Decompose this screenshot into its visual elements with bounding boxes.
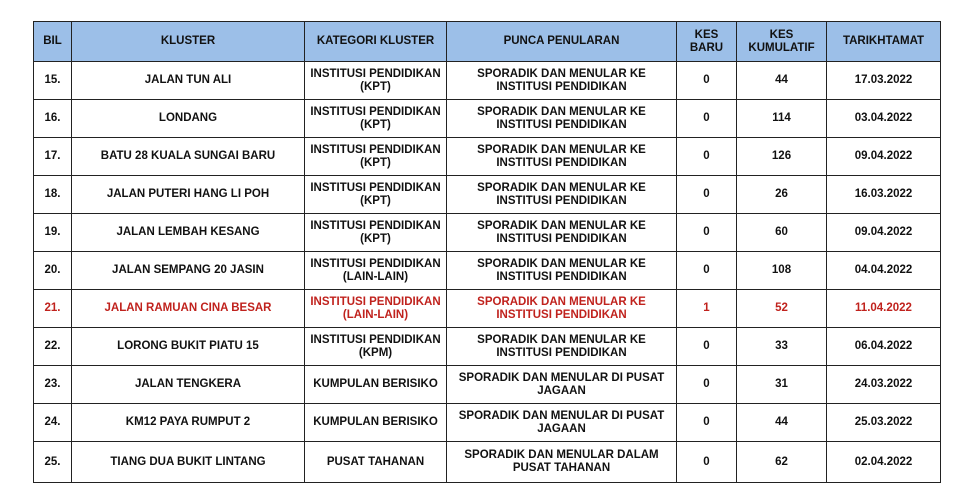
table-row bbox=[34, 404, 941, 442]
cell-kes-baru: 0 bbox=[677, 442, 737, 483]
cell-kategori-line: PUSAT TAHANAN bbox=[326, 455, 425, 468]
cell-tarikh-tamat: 04.04.2022 bbox=[827, 252, 941, 290]
cell-kes-baru: 0 bbox=[677, 404, 737, 442]
cell-punca-line: SPORADIK DAN MENULAR DI PUSAT bbox=[458, 371, 665, 384]
header-kes-kumulatif-line: KES bbox=[769, 28, 794, 41]
cell-punca bbox=[447, 366, 677, 404]
cell-kes-kumulatif: 44 bbox=[737, 404, 827, 442]
cell-bil: 24. bbox=[34, 404, 72, 442]
cell-bil: 23. bbox=[34, 366, 72, 404]
table-row bbox=[34, 328, 941, 366]
header-tarikh-tamat: TARIKHTAMAT bbox=[827, 22, 941, 62]
cell-kes-kumulatif: 33 bbox=[737, 328, 827, 366]
cell-kluster: BATU 28 KUALA SUNGAI BARU bbox=[72, 138, 305, 176]
cell-tarikh-tamat: 24.03.2022 bbox=[827, 366, 941, 404]
cell-punca-line: SPORADIK DAN MENULAR KE bbox=[477, 181, 646, 194]
cell-punca-line: INSTITUSI PENDIDIKAN bbox=[496, 118, 627, 131]
cell-punca-line: SPORADIK DAN MENULAR KE bbox=[477, 143, 646, 156]
table-body bbox=[34, 62, 941, 483]
cell-punca-line: INSTITUSI PENDIDIKAN bbox=[496, 346, 627, 359]
cell-punca bbox=[447, 62, 677, 100]
table-row bbox=[34, 176, 941, 214]
cell-kategori bbox=[305, 214, 447, 252]
cell-kluster: JALAN SEMPANG 20 JASIN bbox=[72, 252, 305, 290]
cell-kategori-line: INSTITUSI PENDIDIKAN bbox=[310, 143, 441, 156]
cell-tarikh-tamat: 09.04.2022 bbox=[827, 214, 941, 252]
table-row bbox=[34, 366, 941, 404]
cell-kluster: JALAN RAMUAN CINA BESAR bbox=[72, 290, 305, 328]
cell-kes-kumulatif: 62 bbox=[737, 442, 827, 483]
cell-punca-line: SPORADIK DAN MENULAR KE bbox=[477, 333, 646, 346]
cell-kategori-line: (KPT) bbox=[360, 80, 391, 93]
cell-kategori bbox=[305, 366, 447, 404]
cell-tarikh-tamat: 17.03.2022 bbox=[827, 62, 941, 100]
cell-punca-line: JAGAAN bbox=[537, 384, 586, 397]
cell-tarikh-tamat: 25.03.2022 bbox=[827, 404, 941, 442]
cell-kluster: LONDANG bbox=[72, 100, 305, 138]
cell-kes-kumulatif: 126 bbox=[737, 138, 827, 176]
cell-kes-kumulatif: 44 bbox=[737, 62, 827, 100]
cell-punca-line: SPORADIK DAN MENULAR KE bbox=[477, 295, 646, 308]
cell-bil: 21. bbox=[34, 290, 72, 328]
header-kes-baru-line: BARU bbox=[689, 41, 724, 54]
cell-bil: 17. bbox=[34, 138, 72, 176]
cell-tarikh-tamat: 03.04.2022 bbox=[827, 100, 941, 138]
cell-bil: 22. bbox=[34, 328, 72, 366]
cell-kes-baru: 0 bbox=[677, 62, 737, 100]
cell-kategori bbox=[305, 442, 447, 483]
cell-punca bbox=[447, 252, 677, 290]
cell-kes-kumulatif: 52 bbox=[737, 290, 827, 328]
cell-kluster: KM12 PAYA RUMPUT 2 bbox=[72, 404, 305, 442]
table-row bbox=[34, 100, 941, 138]
cell-punca-line: SPORADIK DAN MENULAR KE bbox=[477, 257, 646, 270]
cell-punca bbox=[447, 404, 677, 442]
cell-punca-line: JAGAAN bbox=[537, 422, 586, 435]
cell-punca-line: INSTITUSI PENDIDIKAN bbox=[496, 308, 627, 321]
cell-kluster: JALAN TUN ALI bbox=[72, 62, 305, 100]
cell-punca bbox=[447, 442, 677, 483]
cell-kes-baru: 1 bbox=[677, 290, 737, 328]
cell-kluster: JALAN TENGKERA bbox=[72, 366, 305, 404]
table-header bbox=[34, 22, 941, 62]
cell-punca-line: PUSAT TAHANAN bbox=[512, 462, 611, 474]
cell-bil: 18. bbox=[34, 176, 72, 214]
cell-kategori bbox=[305, 404, 447, 442]
table-row bbox=[34, 62, 941, 100]
cell-punca bbox=[447, 290, 677, 328]
cell-kes-kumulatif: 60 bbox=[737, 214, 827, 252]
cell-kategori bbox=[305, 176, 447, 214]
cell-punca-line: SPORADIK DAN MENULAR KE bbox=[477, 67, 646, 80]
cell-kes-baru: 0 bbox=[677, 176, 737, 214]
cell-kes-kumulatif: 114 bbox=[737, 100, 827, 138]
cell-kluster: TIANG DUA BUKIT LINTANG bbox=[72, 442, 305, 483]
cell-kluster: JALAN PUTERI HANG LI POH bbox=[72, 176, 305, 214]
cell-kategori-line: (KPT) bbox=[360, 232, 391, 245]
header-punca: PUNCA PENULARAN bbox=[447, 22, 677, 62]
header-kluster: KLUSTER bbox=[72, 22, 305, 62]
header-kes-kumulatif-line: KUMULATIF bbox=[748, 41, 815, 54]
cell-kategori-line: (LAIN-LAIN) bbox=[342, 270, 409, 283]
header-kes-baru-line: KES bbox=[694, 28, 719, 41]
cell-punca bbox=[447, 328, 677, 366]
cell-kategori bbox=[305, 328, 447, 366]
cell-kes-baru: 0 bbox=[677, 138, 737, 176]
cell-kategori bbox=[305, 62, 447, 100]
cell-kategori-line: (KPT) bbox=[360, 194, 391, 207]
header-bil: BIL bbox=[34, 22, 72, 62]
cell-bil: 16. bbox=[34, 100, 72, 138]
cell-kategori bbox=[305, 252, 447, 290]
cell-bil: 25. bbox=[34, 442, 72, 483]
cell-punca bbox=[447, 176, 677, 214]
cell-kategori-line: INSTITUSI PENDIDIKAN bbox=[310, 257, 441, 270]
cell-punca-line: SPORADIK DAN MENULAR DI PUSAT bbox=[458, 409, 665, 422]
cell-kategori-line: INSTITUSI PENDIDIKAN bbox=[310, 181, 441, 194]
cell-punca bbox=[447, 100, 677, 138]
cluster-table bbox=[33, 21, 941, 483]
cell-bil: 19. bbox=[34, 214, 72, 252]
cell-kategori-line: (KPM) bbox=[358, 346, 393, 359]
cell-kategori-line: KUMPULAN BERISIKO bbox=[313, 378, 438, 390]
table-row bbox=[34, 290, 941, 328]
cell-kes-kumulatif: 31 bbox=[737, 366, 827, 404]
cell-punca-line: INSTITUSI PENDIDIKAN bbox=[496, 156, 627, 169]
cell-kluster: JALAN LEMBAH KESANG bbox=[72, 214, 305, 252]
cell-kategori bbox=[305, 290, 447, 328]
cell-tarikh-tamat: 06.04.2022 bbox=[827, 328, 941, 366]
cell-punca-line: INSTITUSI PENDIDIKAN bbox=[496, 232, 627, 245]
cell-kes-baru: 0 bbox=[677, 252, 737, 290]
cell-punca bbox=[447, 138, 677, 176]
cell-bil: 20. bbox=[34, 252, 72, 290]
cell-kategori bbox=[305, 138, 447, 176]
cell-kategori-line: INSTITUSI PENDIDIKAN bbox=[310, 219, 441, 232]
table-row bbox=[34, 252, 941, 290]
cell-tarikh-tamat: 11.04.2022 bbox=[827, 290, 941, 328]
cell-punca-line: INSTITUSI PENDIDIKAN bbox=[496, 194, 627, 207]
cell-bil: 15. bbox=[34, 62, 72, 100]
table-row bbox=[34, 214, 941, 252]
cell-kategori-line: INSTITUSI PENDIDIKAN bbox=[310, 105, 441, 118]
cell-kategori bbox=[305, 100, 447, 138]
cell-kes-baru: 0 bbox=[677, 328, 737, 366]
cell-kategori-line: (KPT) bbox=[360, 118, 391, 131]
cell-tarikh-tamat: 16.03.2022 bbox=[827, 176, 941, 214]
header-kes-baru bbox=[677, 22, 737, 62]
table-row bbox=[34, 138, 941, 176]
cell-kategori-line: KUMPULAN BERISIKO bbox=[313, 416, 438, 428]
cell-punca-line: INSTITUSI PENDIDIKAN bbox=[496, 270, 627, 283]
cell-punca-line: SPORADIK DAN MENULAR DALAM bbox=[464, 449, 659, 461]
cell-kategori-line: (KPT) bbox=[360, 156, 391, 169]
cell-kategori-line: INSTITUSI PENDIDIKAN bbox=[310, 67, 441, 80]
cell-kes-kumulatif: 26 bbox=[737, 176, 827, 214]
cell-tarikh-tamat: 02.04.2022 bbox=[827, 442, 941, 483]
cell-kategori-line: INSTITUSI PENDIDIKAN bbox=[310, 333, 441, 346]
cell-kes-baru: 0 bbox=[677, 100, 737, 138]
cell-punca-line: SPORADIK DAN MENULAR KE bbox=[477, 219, 646, 232]
cell-kategori-line: INSTITUSI PENDIDIKAN bbox=[310, 295, 441, 308]
cell-kategori-line: (LAIN-LAIN) bbox=[342, 308, 409, 321]
cell-punca-line: SPORADIK DAN MENULAR KE bbox=[477, 105, 646, 118]
cell-kluster: LORONG BUKIT PIATU 15 bbox=[72, 328, 305, 366]
cell-punca bbox=[447, 214, 677, 252]
header-kes-kumulatif bbox=[737, 22, 827, 62]
cell-kes-kumulatif: 108 bbox=[737, 252, 827, 290]
cell-kes-baru: 0 bbox=[677, 214, 737, 252]
cell-kes-baru: 0 bbox=[677, 366, 737, 404]
cell-punca-line: INSTITUSI PENDIDIKAN bbox=[496, 80, 627, 93]
header-kategori: KATEGORI KLUSTER bbox=[305, 22, 447, 62]
table-row bbox=[34, 442, 941, 483]
cell-tarikh-tamat: 09.04.2022 bbox=[827, 138, 941, 176]
